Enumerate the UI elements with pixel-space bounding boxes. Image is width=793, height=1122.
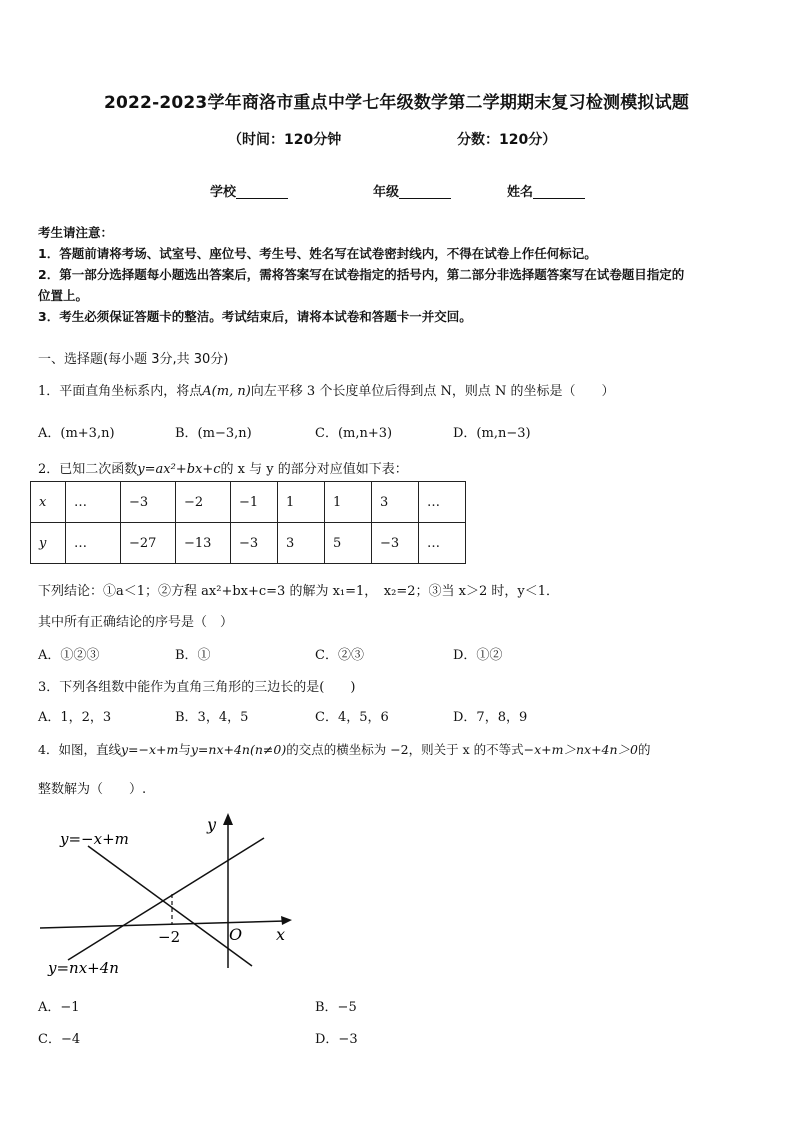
- q2-option-c[interactable]: C．②③: [315, 648, 364, 663]
- table-cell: −1: [231, 482, 278, 523]
- q4-option-c[interactable]: C．−4: [38, 1032, 81, 1047]
- notice-heading: 考生请注意：: [38, 225, 114, 240]
- q2-option-b[interactable]: B．①: [175, 648, 211, 663]
- q4-option-b[interactable]: B．−5: [315, 1000, 357, 1015]
- exam-time: （时间：120分钟: [228, 132, 342, 148]
- table-cell: −3: [372, 523, 419, 564]
- table-cell: y: [31, 523, 66, 564]
- value-table: [30, 481, 466, 564]
- label-l1: y=−x+m: [60, 830, 129, 848]
- q2-option-d[interactable]: D．①②: [453, 648, 503, 663]
- table-cell: 1: [325, 482, 372, 523]
- table-row-y: [31, 523, 466, 564]
- notice-line-2b: 位置上。: [38, 288, 89, 303]
- y-axis-arrow-icon: [223, 813, 233, 825]
- table-cell: …: [66, 482, 121, 523]
- name-field: 姓名: [507, 181, 585, 200]
- table-cell: …: [419, 523, 466, 564]
- table-cell: −27: [121, 523, 176, 564]
- q4-option-a[interactable]: A．−1: [38, 1000, 80, 1015]
- x-axis-line: [40, 921, 285, 928]
- x-axis-arrow-icon: [281, 916, 292, 925]
- grade-field: 年级: [373, 181, 451, 200]
- question-3: 3．下列各组数中能作为直角三角形的三边长的是( ): [38, 680, 356, 695]
- notice-line-2: 2．第一部分选择题每小题选出答案后，需将答案写在试卷指定的括号内，第二部分非选择题答案写在试卷题目指定的: [38, 267, 685, 282]
- label-origin: O: [229, 925, 243, 944]
- q2-option-a[interactable]: A．①②③: [38, 648, 100, 663]
- page-title: 2022-2023学年商洛市重点中学七年级数学第二学期期末复习检测模拟试题: [103, 93, 690, 113]
- q1-option-a[interactable]: A．(m+3,n): [38, 426, 115, 441]
- label-tick: −2: [158, 928, 181, 946]
- q1-option-d[interactable]: D．(m,n−3): [453, 426, 531, 441]
- notice-line-3: 3．考生必须保证答题卡的整洁。考试结束后，请将本试卷和答题卡一并交回。: [38, 309, 472, 324]
- table-cell: …: [419, 482, 466, 523]
- question-2: 2．已知二次函数y=ax²+bx+c的 x 与 y 的部分对应值如下表：: [38, 462, 408, 477]
- table-cell: 3: [278, 523, 325, 564]
- table-row-x: [31, 482, 466, 523]
- table-cell: 1: [278, 482, 325, 523]
- q3-option-c[interactable]: C．4，5，6: [315, 710, 389, 725]
- q3-option-d[interactable]: D．7，8，9: [453, 710, 528, 725]
- section-heading: 一、选择题(每小题 3分,共 30分): [38, 352, 229, 367]
- table-cell: −13: [176, 523, 231, 564]
- table-cell: …: [66, 523, 121, 564]
- q2-conclusions: 下列结论：①a＜1；②方程 ax²+bx+c=3 的解为 x₁=1， x₂=2；③当 x＞2 时，y＜1．: [38, 584, 559, 599]
- q3-option-a[interactable]: A．1，2，3: [38, 710, 112, 725]
- table-cell: −3: [121, 482, 176, 523]
- table-cell: x: [31, 482, 66, 523]
- table-cell: 5: [325, 523, 372, 564]
- question-1: 1．平面直角坐标系内，将点A(m, n)向左平移 3 个长度单位后得到点 N，则点 N 的坐标是（ ）: [38, 384, 615, 399]
- q3-option-b[interactable]: B．3，4，5: [175, 710, 249, 725]
- question-4: 4．如图，直线y=−x+m与y=nx+4n(n≠0)的交点的横坐标为 −2，则关于 x 的不等式−x+m＞nx+4n＞0的: [38, 742, 651, 757]
- q4-option-d[interactable]: D．−3: [315, 1032, 358, 1047]
- q1-option-c[interactable]: C．(m,n+3): [315, 426, 393, 441]
- notice-line-1: 1．答题前请将考场、试室号、座位号、考生号、姓名写在试卷密封线内，不得在试卷上作任何标记。: [38, 246, 597, 261]
- label-l2: y=nx+4n: [48, 959, 119, 977]
- label-y-axis: y: [207, 815, 217, 834]
- question-4-line-2: 整数解为（ ）.: [38, 782, 147, 797]
- q2-ask: 其中所有正确结论的序号是（ ）: [38, 615, 234, 630]
- table-cell: −2: [176, 482, 231, 523]
- table-cell: −3: [231, 523, 278, 564]
- exam-score: 分数：120分）: [457, 132, 557, 148]
- table-cell: 3: [372, 482, 419, 523]
- q1-option-b[interactable]: B．(m−3,n): [175, 426, 252, 441]
- school-field: 学校: [210, 181, 288, 200]
- q4-graph: [30, 808, 300, 980]
- label-x-axis: x: [276, 925, 286, 944]
